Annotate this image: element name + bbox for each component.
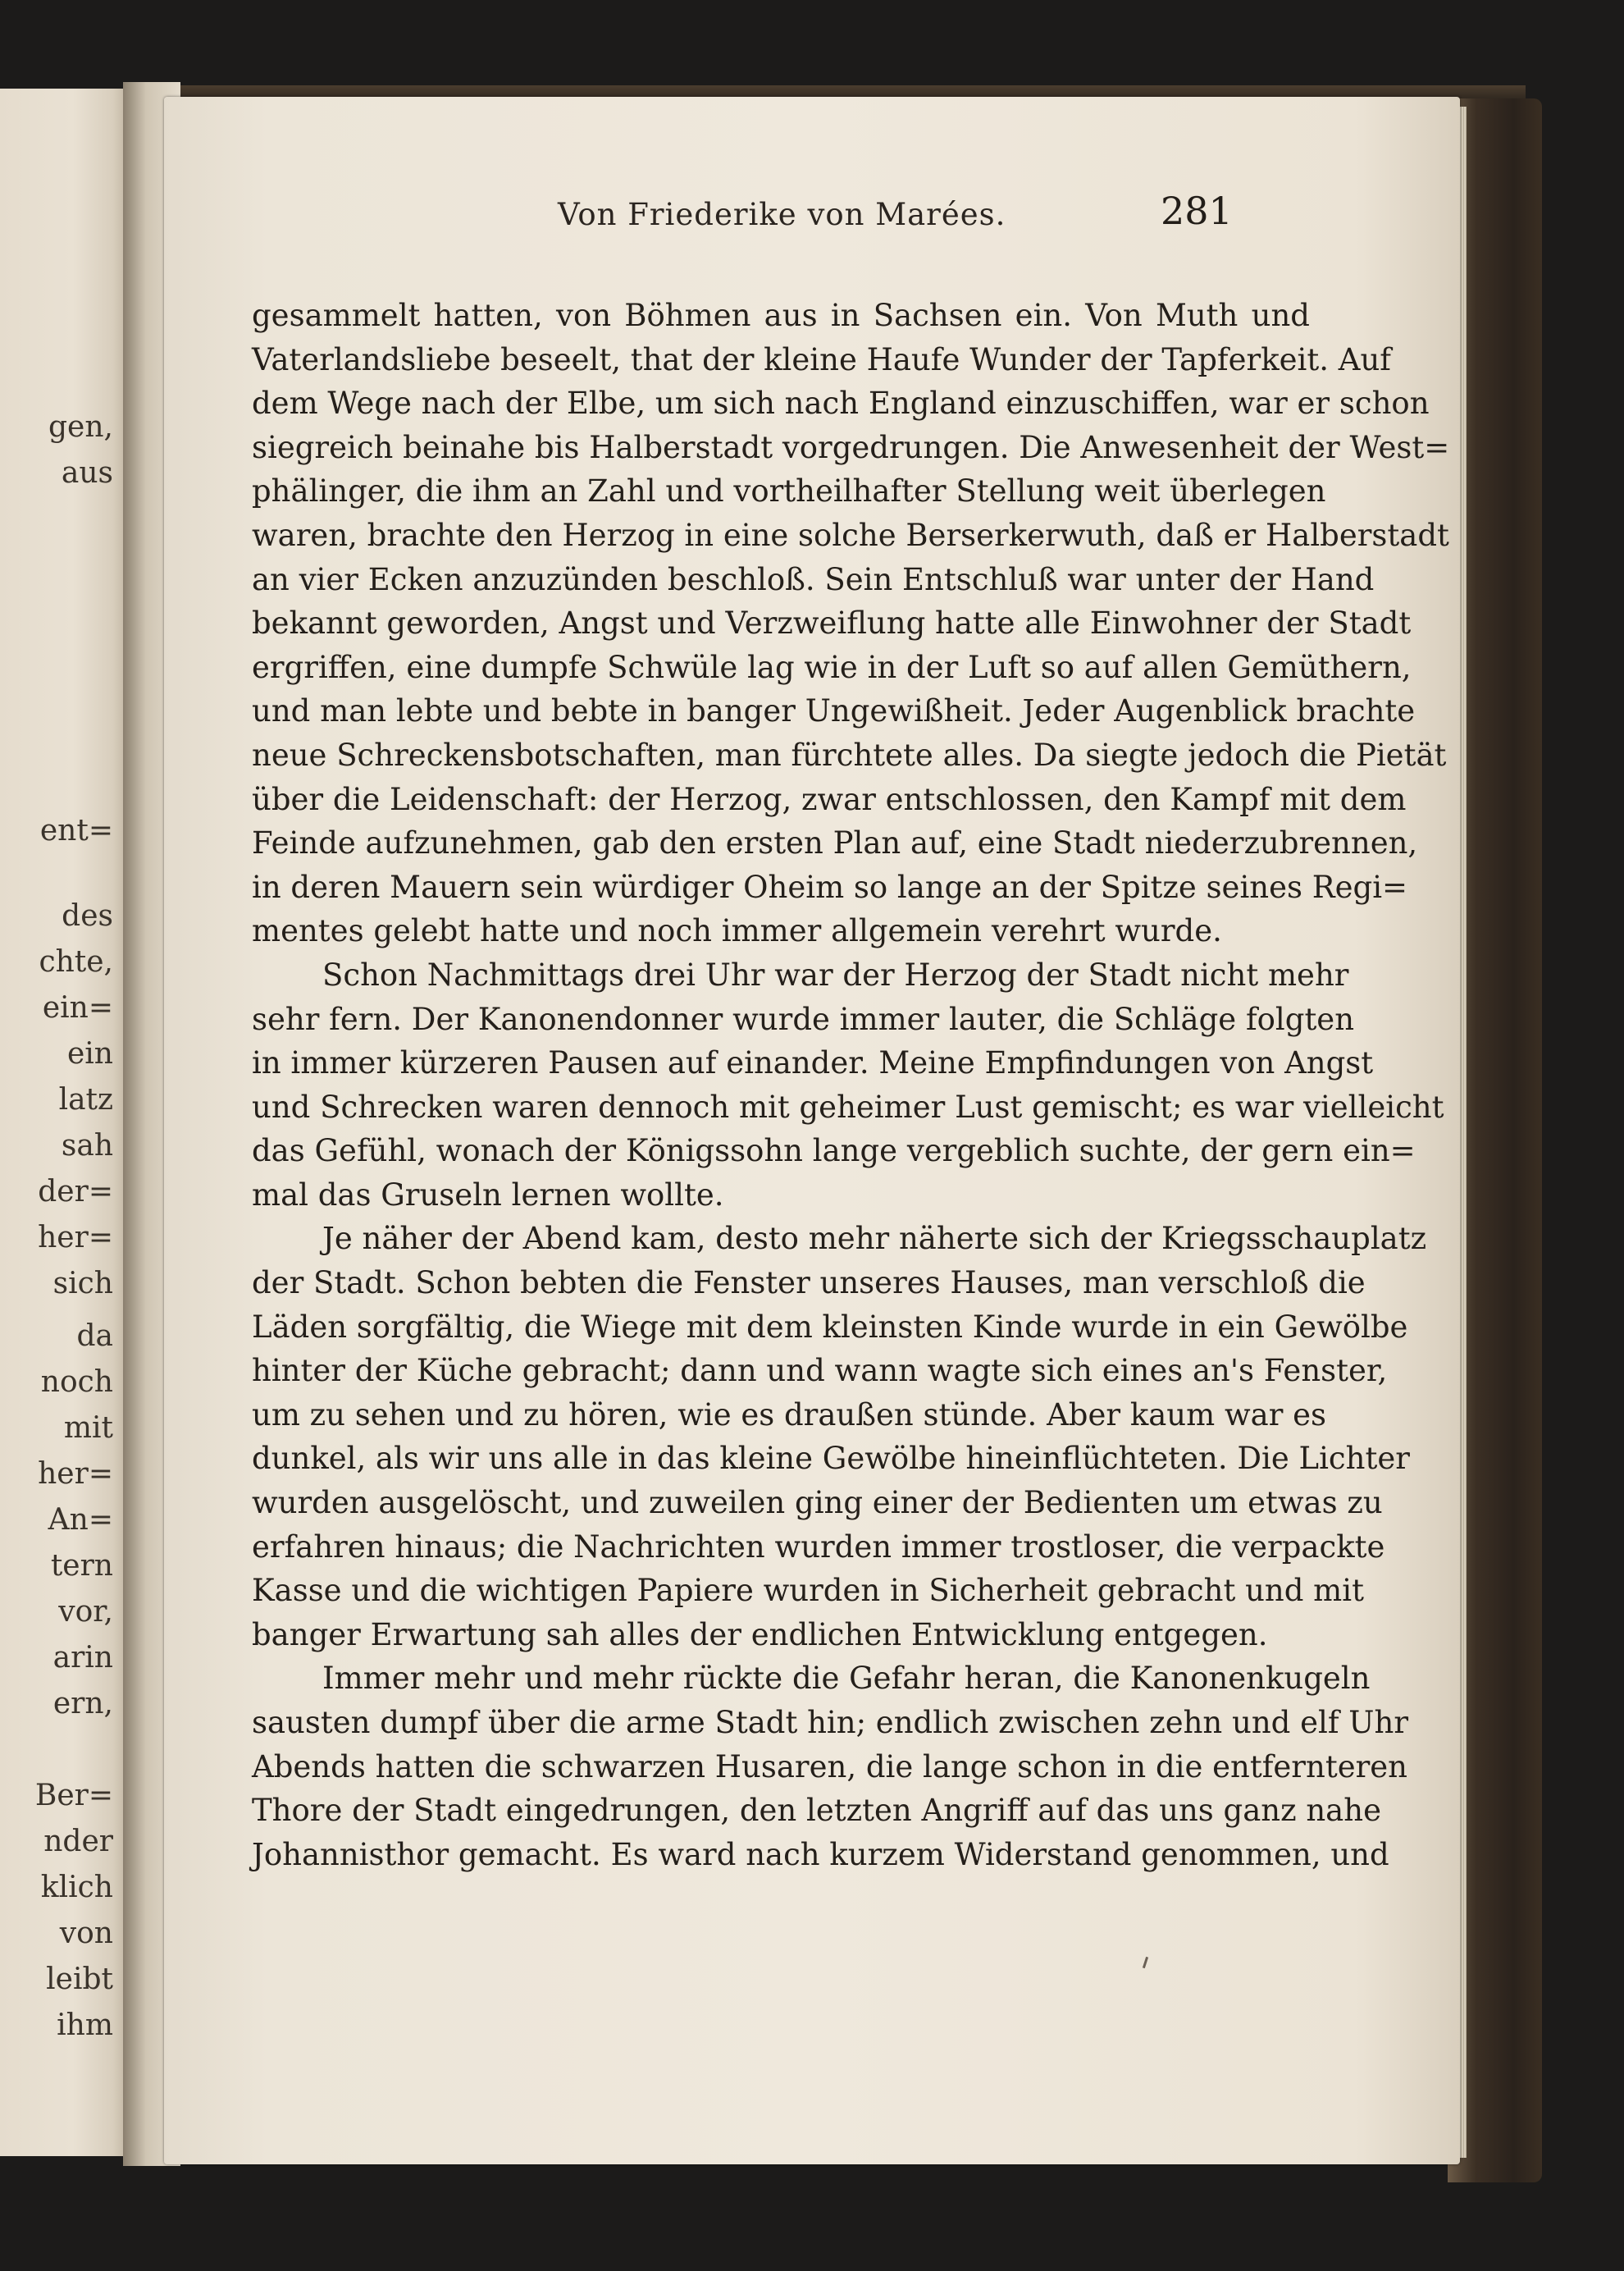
text-line: über die Leidenschaft: der Herzog, zwar entschlossen, den Kampf mit dem [252, 781, 1407, 817]
fragment-line: her= [38, 1221, 113, 1254]
text-line: phälinger, die ihm an Zahl und vortheilhafter Stellung weit überlegen [252, 473, 1326, 509]
fragment-line: her= [38, 1457, 113, 1491]
text-line: hinter der Küche gebracht; dann und wann wagte sich eines an's Fenster, [252, 1353, 1388, 1389]
page-number: 281 [1161, 189, 1233, 233]
fragment-line: von [59, 1917, 113, 1950]
fragment-line: vor, [58, 1595, 113, 1629]
fragment-line: ent= [39, 814, 113, 848]
fragment-line: noch [40, 1365, 113, 1399]
text-line: das Gefühl, wonach der Königssohn lange vergeblich suchte, der gern ein= [252, 1133, 1416, 1169]
text-line: waren, brachte den Herzog in eine solche Berserkerwuth, daß er Halberstadt [252, 517, 1449, 553]
fragment-line: nder [43, 1825, 113, 1858]
fragment-line: tern [50, 1549, 113, 1583]
facing-page-text-fragments [0, 335, 131, 1319]
fragment-line: der= [38, 1175, 113, 1209]
text-line: Thore der Stadt eingedrungen, den letzten Angriff auf das uns ganz nahe [252, 1793, 1381, 1829]
fragment-line: leibt [46, 1963, 113, 1996]
fragment-line: des [62, 899, 113, 933]
fragment-line: klich [40, 1871, 113, 1904]
text-line: Johannisthor gemacht. Es ward nach kurzem Widerstand genommen, und [252, 1836, 1389, 1872]
fragment-line: da [76, 1319, 113, 1353]
running-head: Von Friederike von Marées. [558, 197, 1006, 232]
paragraph-first-line: Je näher der Abend kam, desto mehr näherte sich der Kriegsschauplatz [322, 1221, 1427, 1257]
text-line: und Schrecken waren dennoch mit geheimer Lust gemischt; es war vielleicht [252, 1089, 1444, 1125]
text-line: um zu sehen und zu hören, wie es draußen stünde. Aber kaum war es [252, 1396, 1327, 1433]
text-line: Kasse und die wichtigen Papiere wurden in Sicherheit gebracht und mit [252, 1573, 1364, 1609]
text-line: siegreich beinahe bis Halberstadt vorgedrungen. Die Anwesenheit der West= [252, 429, 1450, 465]
text-line: banger Erwartung sah alles der endlichen Entwicklung entgegen. [252, 1616, 1268, 1652]
fragment-line: sich [52, 1267, 113, 1300]
facing-page-text-fragments-lower [0, 1319, 131, 2058]
text-line: neue Schreckensbotschaften, man fürchtete alles. Da siegte jedoch die Pietät [252, 737, 1447, 773]
fragment-line: aus [61, 456, 113, 490]
text-line: bekannt geworden, Angst und Verzweiflung hatte alle Einwohner der Stadt [252, 605, 1412, 642]
body-text [252, 294, 1450, 1876]
fragment-line: sah [61, 1129, 113, 1163]
text-line: Abends hatten die schwarzen Husaren, die lange schon in die entfernteren [252, 1748, 1407, 1784]
text-line: Läden sorgfältig, die Wiege mit dem kleinsten Kinde wurde in ein Gewölbe [252, 1309, 1408, 1345]
fragment-line: chte, [39, 945, 113, 979]
paragraph-first-line: Schon Nachmittags drei Uhr war der Herzog der Stadt nicht mehr [322, 957, 1349, 993]
fragment-line: An= [48, 1503, 113, 1537]
text-line: mal das Gruseln lernen wollte. [252, 1177, 724, 1213]
book-page [164, 97, 1460, 2164]
text-line: in immer kürzeren Pausen auf einander. Meine Empfindungen von Angst [252, 1045, 1374, 1081]
fragment-line: gen, [48, 410, 113, 444]
text-line: und man lebte und bebte in banger Ungewißheit. Jeder Augenblick brachte [252, 693, 1416, 729]
text-line: in deren Mauern sein würdiger Oheim so lange an der Spitze seines Regi= [252, 869, 1408, 905]
paragraph-first-line: Immer mehr und mehr rückte die Gefahr heran, die Kanonenkugeln [322, 1661, 1371, 1697]
text-line: erfahren hinaus; die Nachrichten wurden immer trostloser, die verpackte [252, 1528, 1385, 1565]
fragment-line: ern, [52, 1687, 113, 1720]
fragment-line: mit [63, 1411, 113, 1445]
text-line: dem Wege nach der Elbe, um sich nach England einzuschiffen, war er schon [252, 386, 1430, 422]
fragment-line: ihm [57, 2008, 113, 2042]
text-line: der Stadt. Schon bebten die Fenster unseres Hauses, man verschloß die [252, 1265, 1366, 1301]
fragment-line: latz [58, 1083, 113, 1117]
text-line: an vier Ecken anzuzünden beschloß. Sein Entschluß war unter der Hand [252, 561, 1375, 597]
text-line: mentes gelebt hatte und noch immer allgemein verehrt wurde. [252, 913, 1222, 949]
text-line: sehr fern. Der Kanonendonner wurde immer lauter, die Schläge folgten [252, 1001, 1355, 1037]
facing-page-left [0, 89, 133, 2156]
fragment-line: arin [52, 1641, 113, 1675]
fragment-line: ein [66, 1037, 113, 1071]
fragment-line: Ber= [34, 1779, 113, 1812]
text-line: ergriffen, eine dumpfe Schwüle lag wie in der Luft so auf allen Gemüthern, [252, 649, 1412, 685]
text-line: gesammelt hatten, von Böhmen aus in Sachsen ein. Von Muth und [252, 298, 1310, 333]
text-line: Feinde aufzunehmen, gab den ersten Plan auf, eine Stadt niederzubrennen, [252, 825, 1418, 861]
fragment-line: ein= [42, 991, 113, 1025]
text-line: sausten dumpf über die arme Stadt hin; endlich zwischen zehn und elf Uhr [252, 1705, 1409, 1740]
text-line: wurden ausgelöscht, und zuweilen ging einer der Bedienten um etwas zu [252, 1485, 1383, 1521]
text-line: Vaterlandsliebe beseelt, that der kleine Haufe Wunder der Tapferkeit. Auf [252, 341, 1391, 377]
text-line: dunkel, als wir uns alle in das kleine Gewölbe hineinflüchteten. Die Lichter [252, 1441, 1410, 1477]
